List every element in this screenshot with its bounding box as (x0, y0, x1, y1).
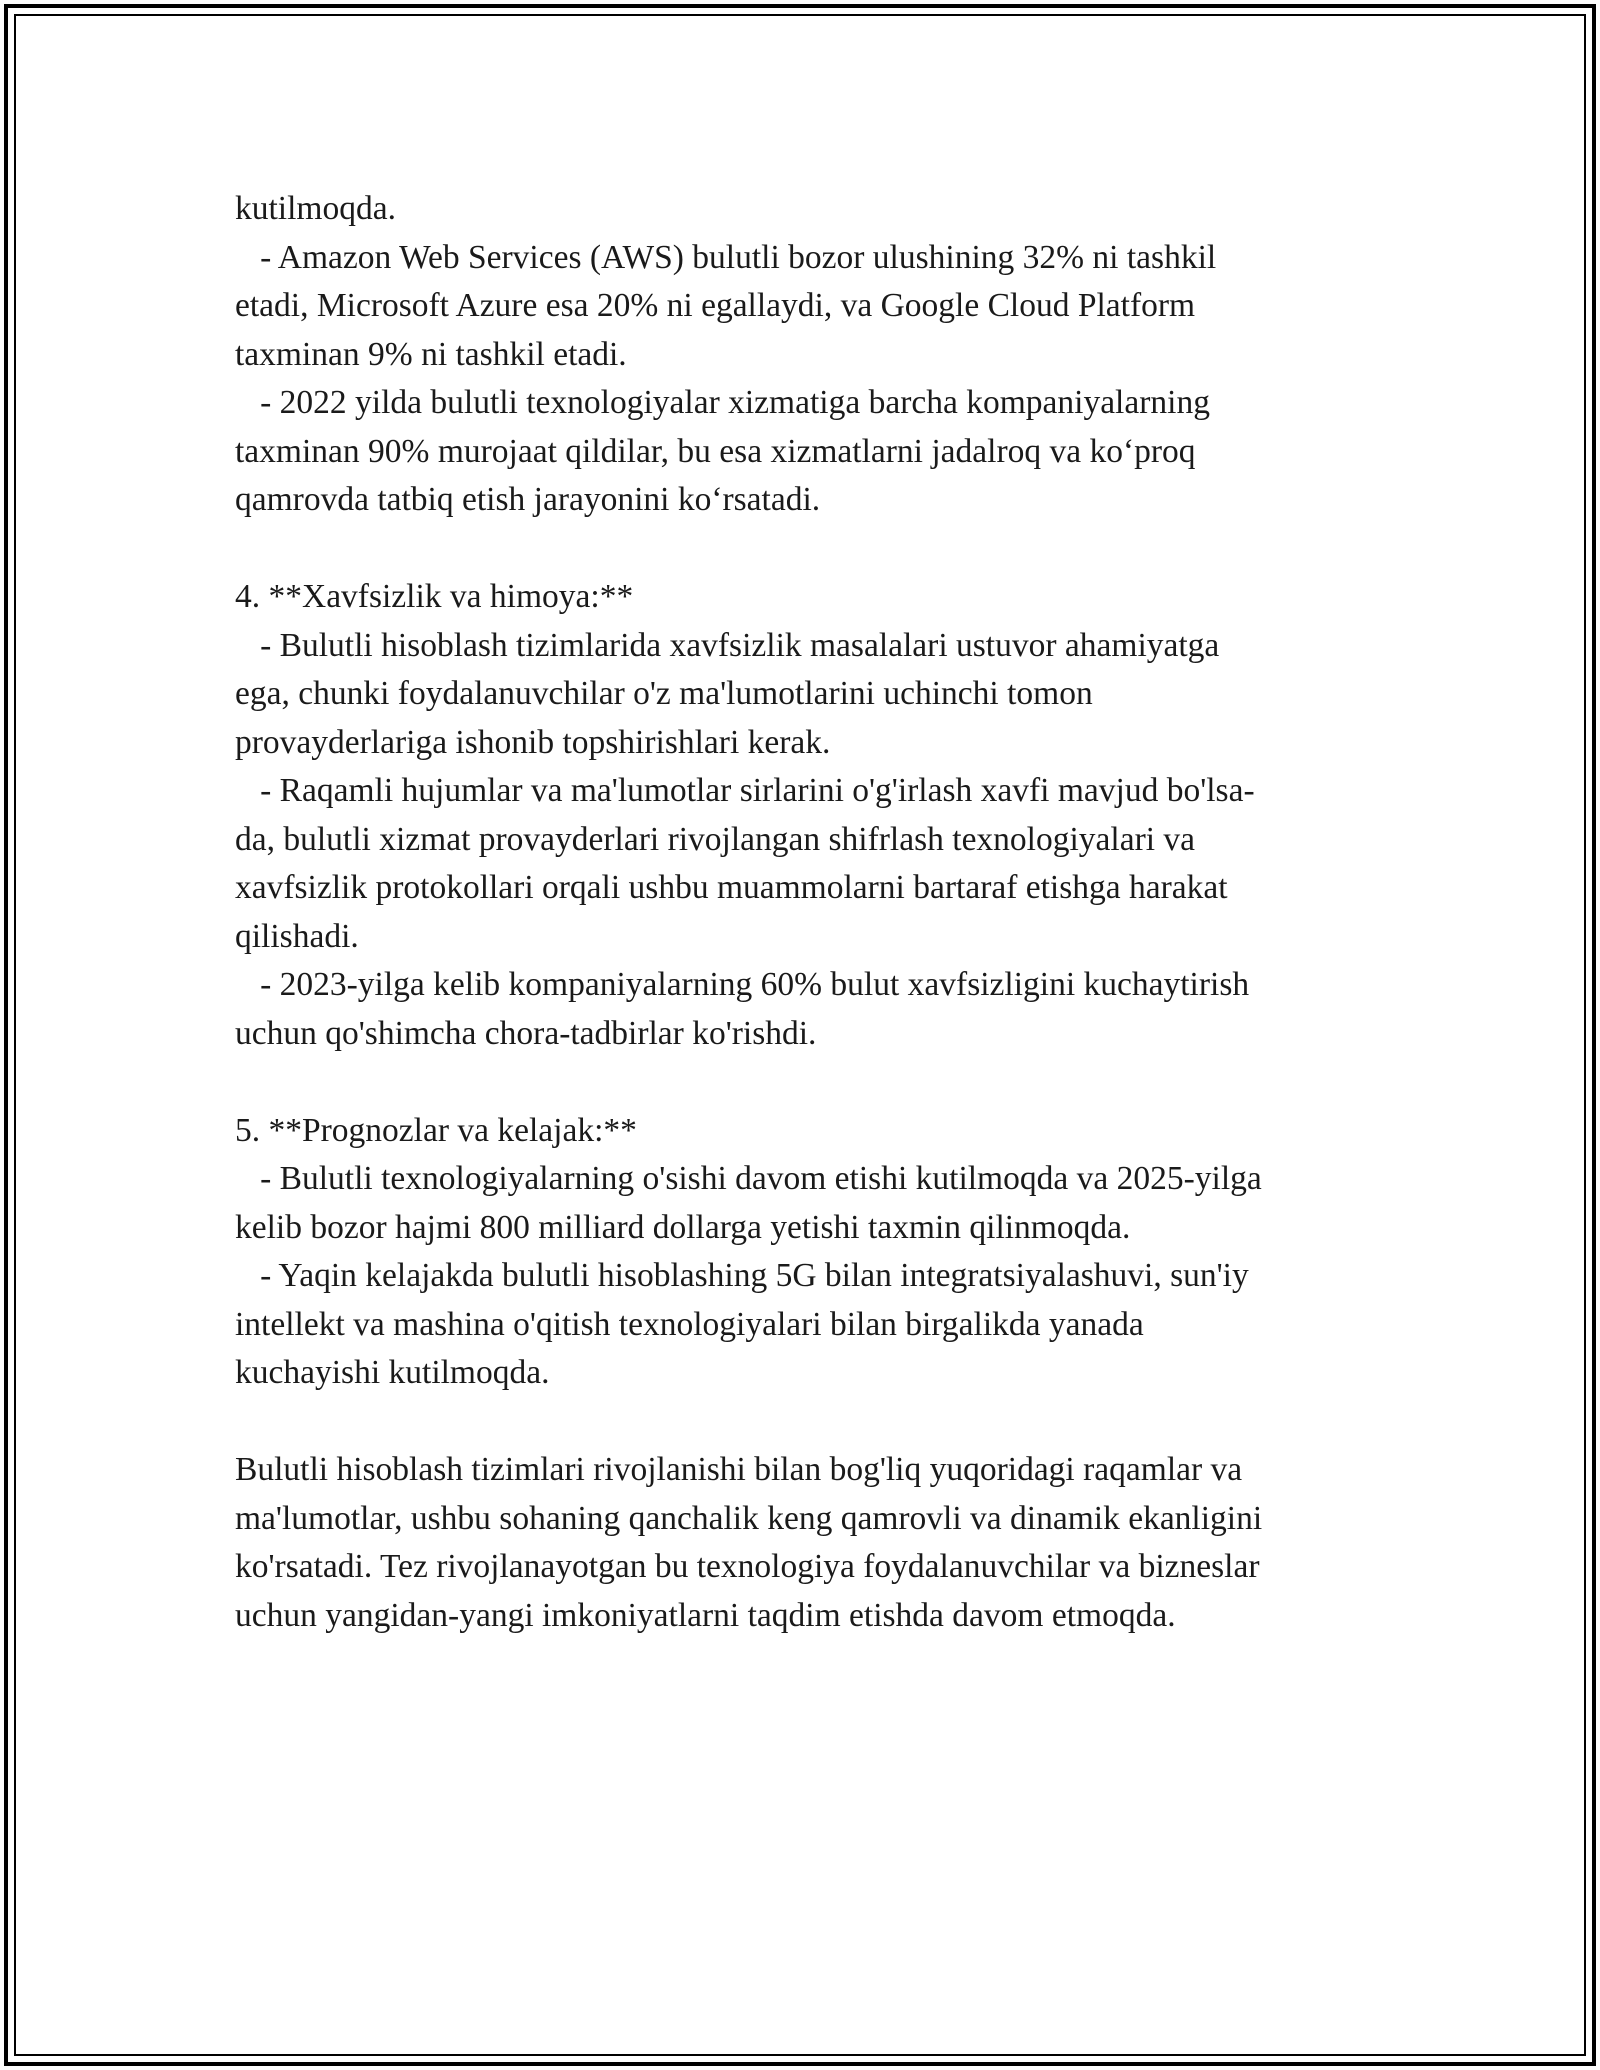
text-line: - 2023-yilga kelib kompaniyalarning 60% bulut xavfsizligini kuchaytirish (235, 966, 1250, 1003)
text-line: qamrovda tatbiq etish jarayonini ko‘rsatadi. (235, 481, 821, 518)
blank-line (235, 525, 1375, 574)
text-line: kelib bozor hajmi 800 milliard dollarga yetishi taxmin qilinmoqda. (235, 1208, 1131, 1246)
text-line: taxminan 90% murojaat qildilar, bu esa xizmatlarni jadalroq va ko‘proq (235, 432, 1196, 470)
text-line: da, bulutli xizmat provayderlari rivojlangan shifrlash texnologiyalari va (235, 820, 1196, 858)
text-line: - Yaqin kelajakda bulutli hisoblashing 5G bilan integratsiyalashuvi, sun'iy (235, 1257, 1249, 1294)
text-line: xavfsizlik protokollari orqali ushbu muammolarni bartaraf etishga harakat (235, 869, 1228, 906)
text-line: kutilmoqda. (235, 190, 396, 227)
text-line: provayderlariga ishonib topshirishlari kerak. (235, 723, 831, 761)
text-line: - Bulutli hisoblash tizimlarida xavfsizlik masalalari ustuvor ahamiyatga (235, 626, 1220, 664)
text-line: Bulutli hisoblash tizimlari rivojlanishi bilan bog'liq yuqoridagi raqamlar va (235, 1451, 1243, 1488)
text-line: uchun qo'shimcha chora-tadbirlar ko'rishdi. (235, 1014, 817, 1052)
text-line: ko'rsatadi. Tez rivojlanayotgan bu texnologiya foydalanuvchilar va bizneslar (235, 1548, 1260, 1585)
section-heading: 4. **Xavfsizlik va himoya:** (235, 578, 634, 615)
text-line: ega, chunki foydalanuvchilar o'z ma'lumotlarini uchinchi tomon (235, 675, 1093, 712)
text-line: intellekt va mashina o'qitish texnologiyalari bilan birgalikda yanada (235, 1305, 1144, 1343)
text-line: - 2022 yilda bulutli texnologiyalar xizmatiga barcha kompaniyalarning (235, 384, 1210, 421)
blank-line (235, 1058, 1375, 1107)
text-line: kuchayishi kutilmoqda. (235, 1354, 550, 1391)
section-heading: 5. **Prognozlar va kelajak:** (235, 1111, 637, 1149)
text-line: - Amazon Web Services (AWS) bulutli bozor ulushining 32% ni tashkil (235, 238, 1217, 276)
blank-line (235, 1398, 1375, 1447)
document-body (235, 185, 1375, 1640)
text-line: taxminan 9% ni tashkil etadi. (235, 335, 627, 373)
text-line: ma'lumotlar, ushbu sohaning qanchalik keng qamrovli va dinamik ekanligini (235, 1499, 1263, 1537)
text-line: etadi, Microsoft Azure esa 20% ni egallaydi, va Google Cloud Platform (235, 287, 1196, 324)
text-line: - Raqamli hujumlar va ma'lumotlar sirlarini o'g'irlash xavfi mavjud bo'lsa- (235, 772, 1255, 809)
text-line: qilishadi. (235, 917, 359, 955)
text-line: uchun yangidan-yangi imkoniyatlarni taqdim etishda davom etmoqda. (235, 1596, 1176, 1634)
text-line: - Bulutli texnologiyalarning o'sishi davom etishi kutilmoqda va 2025-yilga (235, 1160, 1262, 1197)
